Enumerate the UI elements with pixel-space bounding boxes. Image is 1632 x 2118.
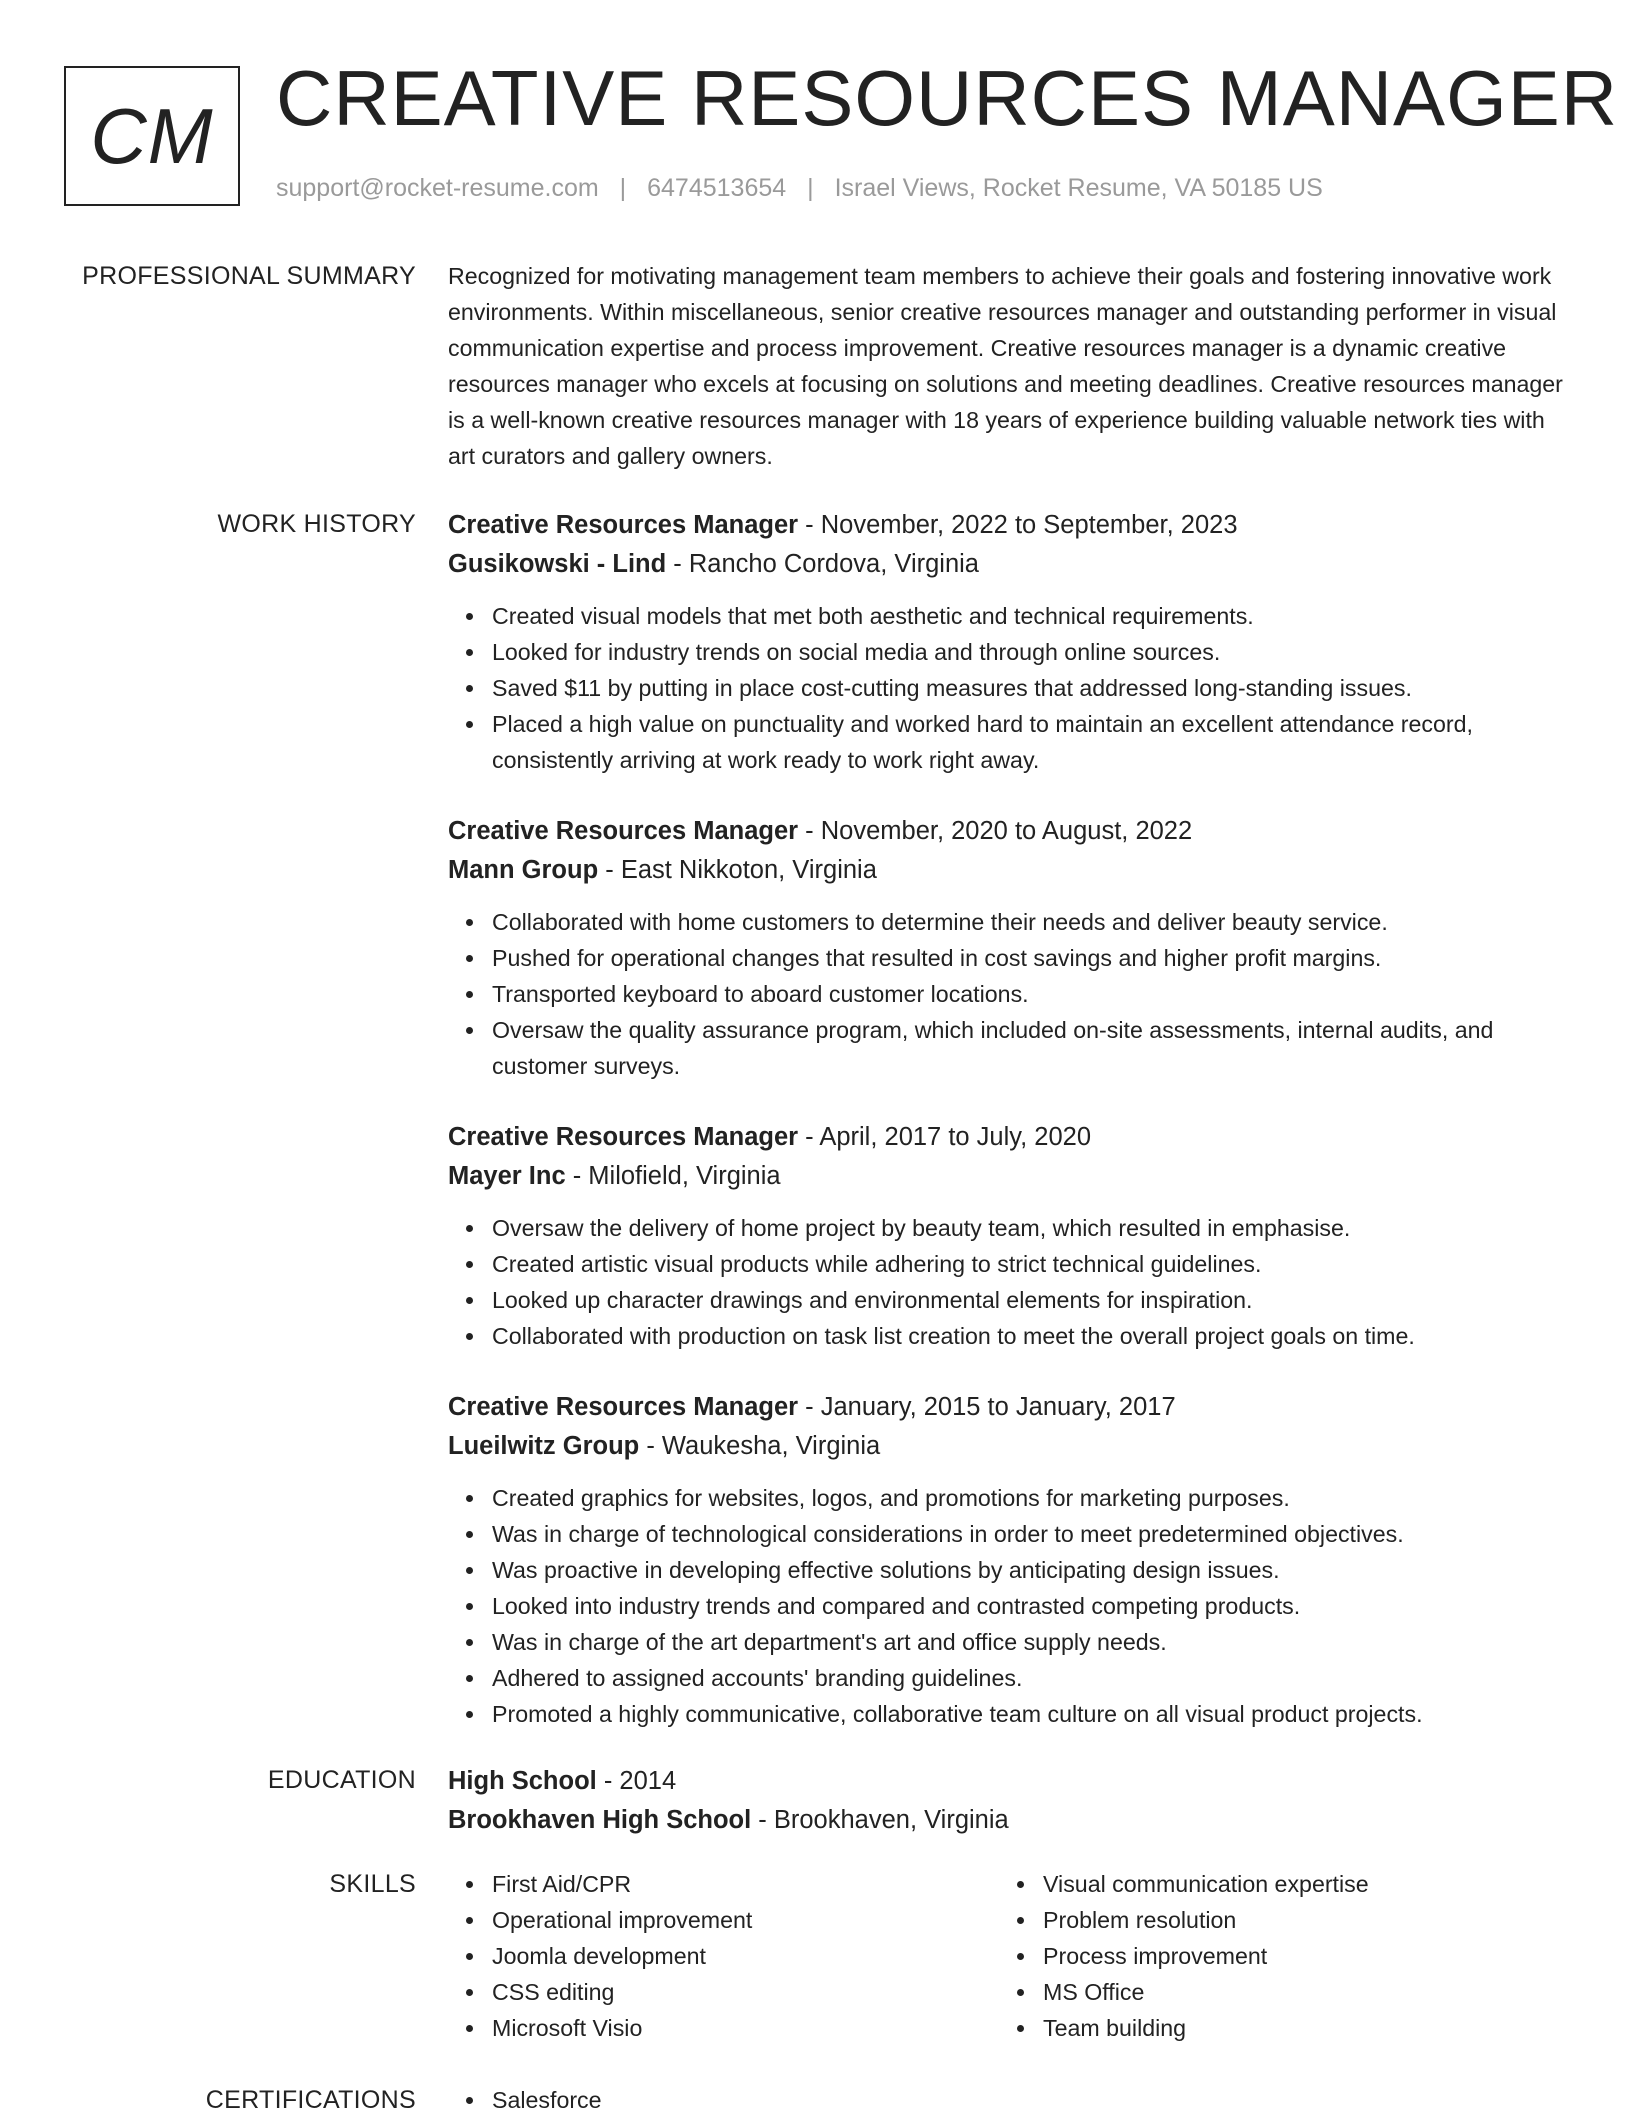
job-title: Creative Resources Manager — [448, 1123, 799, 1151]
job-bullets — [448, 1210, 1563, 1354]
job-bullet: Created artistic visual products while adhering to strict technical guidelines. — [492, 1246, 1563, 1282]
job-company: Mayer Inc — [448, 1162, 566, 1190]
section-label: CERTIFICATIONS — [205, 2086, 416, 2114]
job-title: Creative Resources Manager — [448, 817, 799, 845]
job-location: - Waukesha, Virginia — [639, 1432, 881, 1460]
education-degree: High School — [448, 1767, 597, 1795]
job-entry — [448, 1118, 1563, 1354]
section-label: WORK HISTORY — [217, 510, 416, 538]
candidate-name: CREATIVE RESOURCES MANAGER — [276, 54, 1619, 142]
job-bullet: Was proactive in developing effective solutions by anticipating design issues. — [492, 1552, 1563, 1588]
job-title-line — [448, 812, 1563, 851]
skill-item: Process improvement — [1043, 1938, 1550, 1974]
job-title-line — [448, 1388, 1563, 1427]
skill-item: Joomla development — [492, 1938, 999, 1974]
contact-address: Israel Views, Rocket Resume, VA 50185 US — [834, 174, 1323, 202]
skill-item: Problem resolution — [1043, 1902, 1550, 1938]
job-bullets — [448, 1480, 1563, 1732]
skills-section — [0, 1866, 1632, 2046]
skill-item: MS Office — [1043, 1974, 1550, 2010]
job-bullet: Placed a high value on punctuality and worked hard to maintain an excellent attendance record, consistently arriving at work ready to work right away. — [492, 706, 1563, 778]
skills-list-left — [448, 1866, 999, 2046]
summary-section — [0, 258, 1632, 474]
section-body — [448, 1762, 1563, 1840]
job-dates: - April, 2017 to July, 2020 — [798, 1123, 1092, 1151]
work-history-section — [0, 506, 1632, 1766]
job-bullet: Transported keyboard to aboard customer locations. — [492, 976, 1563, 1012]
job-bullet: Saved $11 by putting in place cost-cutting measures that addressed long-standing issues. — [492, 670, 1563, 706]
education-degree-line — [448, 1762, 1563, 1801]
job-dates: - January, 2015 to January, 2017 — [798, 1393, 1176, 1421]
certification-item: Salesforce — [492, 2082, 1563, 2118]
job-bullet: Collaborated with home customers to determine their needs and deliver beauty service. — [492, 904, 1563, 940]
education-section — [0, 1762, 1632, 1840]
job-bullet: Created visual models that met both aesthetic and technical requirements. — [492, 598, 1563, 634]
skills-columns — [448, 1866, 1563, 2046]
job-bullet: Collaborated with production on task list creation to meet the overall project goals on time. — [492, 1318, 1563, 1354]
skill-item: Team building — [1043, 2010, 1550, 2046]
resume-sections — [0, 258, 1632, 2118]
job-company: Mann Group — [448, 856, 599, 884]
job-title: Creative Resources Manager — [448, 511, 799, 539]
job-bullet: Adhered to assigned accounts' branding guidelines. — [492, 1660, 1563, 1696]
job-bullet: Oversaw the delivery of home project by beauty team, which resulted in emphasise. — [492, 1210, 1563, 1246]
job-title-line — [448, 506, 1563, 545]
job-bullets — [448, 904, 1563, 1084]
job-bullet: Looked for industry trends on social media and through online sources. — [492, 634, 1563, 670]
section-body — [448, 2082, 1563, 2118]
job-company-line — [448, 545, 1563, 584]
job-entry — [448, 506, 1563, 778]
skill-item: Operational improvement — [492, 1902, 999, 1938]
skill-item: Microsoft Visio — [492, 2010, 999, 2046]
job-company: Gusikowski - Lind — [448, 550, 667, 578]
job-entry — [448, 1388, 1563, 1732]
contact-separator: | — [619, 174, 627, 202]
monogram-logo: CM — [64, 66, 240, 206]
job-bullet: Created graphics for websites, logos, and promotions for marketing purposes. — [492, 1480, 1563, 1516]
job-bullet: Looked into industry trends and compared and contrasted competing products. — [492, 1588, 1563, 1624]
section-body — [448, 506, 1563, 1766]
skill-item: Visual communication expertise — [1043, 1866, 1550, 1902]
section-label: PROFESSIONAL SUMMARY — [82, 262, 416, 290]
education-location: - Brookhaven, Virginia — [751, 1806, 1009, 1834]
section-label: EDUCATION — [267, 1766, 416, 1794]
certifications-section — [0, 2082, 1632, 2118]
education-school-line — [448, 1801, 1563, 1840]
education-school: Brookhaven High School — [448, 1806, 752, 1834]
skills-list-right — [999, 1866, 1550, 2046]
contact-phone[interactable]: 6474513654 — [647, 174, 787, 202]
job-title-line — [448, 1118, 1563, 1157]
job-bullet: Looked up character drawings and environmental elements for inspiration. — [492, 1282, 1563, 1318]
contact-email[interactable]: support@rocket-resume.com — [276, 174, 599, 202]
job-bullet: Was in charge of the art department's art and office supply needs. — [492, 1624, 1563, 1660]
certifications-list — [448, 2082, 1563, 2118]
section-label: SKILLS — [329, 1870, 416, 1898]
summary-text: Recognized for motivating management team members to achieve their goals and fostering innovative work environments. Within miscellaneous, senior creative resources manager and outstanding performer in visual communication expertise and process improvement. Creative resources manager is a dynamic creative resources manager who excels at focusing on solutions and meeting deadlines. Creative resources manager is a well-known creative resources manager with 18 years of experience building valuable network ties with art curators and gallery owners. — [448, 263, 1563, 469]
job-company-line — [448, 1427, 1563, 1466]
job-bullet: Oversaw the quality assurance program, which included on-site assessments, internal audits, and customer surveys. — [492, 1012, 1563, 1084]
job-title: Creative Resources Manager — [448, 1393, 799, 1421]
job-dates: - November, 2020 to August, 2022 — [798, 817, 1193, 845]
job-bullets — [448, 598, 1563, 778]
job-bullet: Was in charge of technological considerations in order to meet predetermined objectives. — [492, 1516, 1563, 1552]
job-company-line — [448, 1157, 1563, 1196]
job-company: Lueilwitz Group — [448, 1432, 640, 1460]
job-bullet: Promoted a highly communicative, collaborative team culture on all visual product projects. — [492, 1696, 1563, 1732]
job-bullet: Pushed for operational changes that resulted in cost savings and higher profit margins. — [492, 940, 1563, 976]
contact-line — [276, 174, 1323, 203]
job-location: - Rancho Cordova, Virginia — [666, 550, 979, 578]
education-year: - 2014 — [596, 1767, 677, 1795]
job-location: - Milofield, Virginia — [565, 1162, 781, 1190]
section-body — [448, 258, 1563, 474]
skill-item: First Aid/CPR — [492, 1866, 999, 1902]
skill-item: CSS editing — [492, 1974, 999, 2010]
job-dates: - November, 2022 to September, 2023 — [798, 511, 1238, 539]
contact-separator: | — [807, 174, 814, 202]
job-company-line — [448, 851, 1563, 890]
job-entry — [448, 812, 1563, 1084]
job-location: - East Nikkoton, Virginia — [598, 856, 877, 884]
